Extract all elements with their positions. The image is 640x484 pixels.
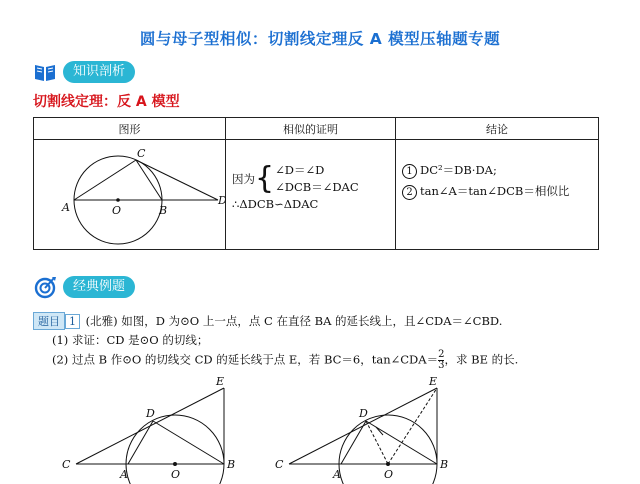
fig1-label-e: E xyxy=(216,375,225,388)
examples-banner xyxy=(33,275,135,299)
header-proof: 相似的证明 xyxy=(226,118,396,140)
secant-tangent-figure xyxy=(34,140,226,246)
fig2-label-c: C xyxy=(275,458,284,471)
target-icon xyxy=(33,275,57,299)
proof-line-1: ∠D＝∠D xyxy=(275,163,325,177)
fig1-label-o: O xyxy=(171,468,181,481)
proof-cell xyxy=(226,140,396,250)
point-c-label: C xyxy=(137,147,146,160)
examples-banner-label: 经典例题 xyxy=(63,276,135,298)
point-d-label: D xyxy=(218,194,226,207)
knowledge-banner-label: 知识剖析 xyxy=(63,61,135,83)
fraction-denominator: 3 xyxy=(438,360,445,371)
conclusion-text: DC²＝DB·DA; xyxy=(420,163,497,177)
point-a-label: A xyxy=(62,201,70,214)
fraction-numerator: 2 xyxy=(438,349,445,360)
problem-number: 1 xyxy=(65,314,80,329)
point-o-label: O xyxy=(112,204,122,217)
figure-1 xyxy=(62,375,235,484)
fig2-label-d: D xyxy=(359,407,368,420)
problem-figures xyxy=(0,372,640,484)
problem-text: (北雅) 如图，D 为⊙O 上一点，点 C 在直径 BA 的延长线上，且∠CDA＝∠CBD. xyxy=(85,314,503,328)
fig1-label-d: D xyxy=(146,407,155,420)
conclusion-cell xyxy=(396,140,599,250)
fig2-label-a: A xyxy=(333,468,341,481)
figure-2 xyxy=(275,375,448,484)
conclusion-item xyxy=(402,181,598,202)
problem-part-1: (1) 求证：CD 是⊙O 的切线； xyxy=(52,333,209,347)
part-2-end: ，求 BE 的长. xyxy=(444,352,519,367)
proof-conclusion: ∴ΔDCB∽ΔDAC xyxy=(232,197,319,211)
header-figure: 图形 xyxy=(34,118,226,140)
fig1-label-c: C xyxy=(62,458,71,471)
fig2-label-e: E xyxy=(429,375,438,388)
fig2-label-o: O xyxy=(384,468,394,481)
conclusion-item xyxy=(402,160,598,181)
section-heading: 切割线定理：反 A 模型 xyxy=(33,94,180,110)
summary-table xyxy=(33,117,599,250)
part-2-text: (2) 过点 B 作⊙O 的切线交 CD 的延长线于点 E，若 BC＝6，tan∠CDA＝ xyxy=(52,352,439,367)
point-b-label: B xyxy=(159,204,168,217)
fig1-label-a: A xyxy=(120,468,128,481)
fig1-label-b: B xyxy=(227,458,236,471)
book-icon xyxy=(33,60,57,84)
page-title: 圆与母子型相似：切割线定理反 A 模型压轴题专题 xyxy=(139,30,501,48)
because-text: 因为 xyxy=(232,171,255,186)
conclusion-text: tan∠A＝tan∠DCB＝相似比 xyxy=(420,184,570,198)
table-row xyxy=(34,140,599,250)
problem-tag: 题目 xyxy=(33,312,65,330)
problem-statement xyxy=(33,312,502,330)
knowledge-banner xyxy=(33,60,135,84)
figure-cell xyxy=(34,140,226,250)
conclusion-number: 1 xyxy=(402,164,417,179)
fig2-label-b: B xyxy=(440,458,449,471)
conclusion-number: 2 xyxy=(402,185,417,200)
proof-line-2: ∠DCB＝∠DAC xyxy=(275,180,359,194)
brace-symbol: { xyxy=(255,161,275,196)
header-conclusion: 结论 xyxy=(396,118,599,140)
table-header-row xyxy=(34,118,599,140)
problem-part-2 xyxy=(52,350,518,371)
